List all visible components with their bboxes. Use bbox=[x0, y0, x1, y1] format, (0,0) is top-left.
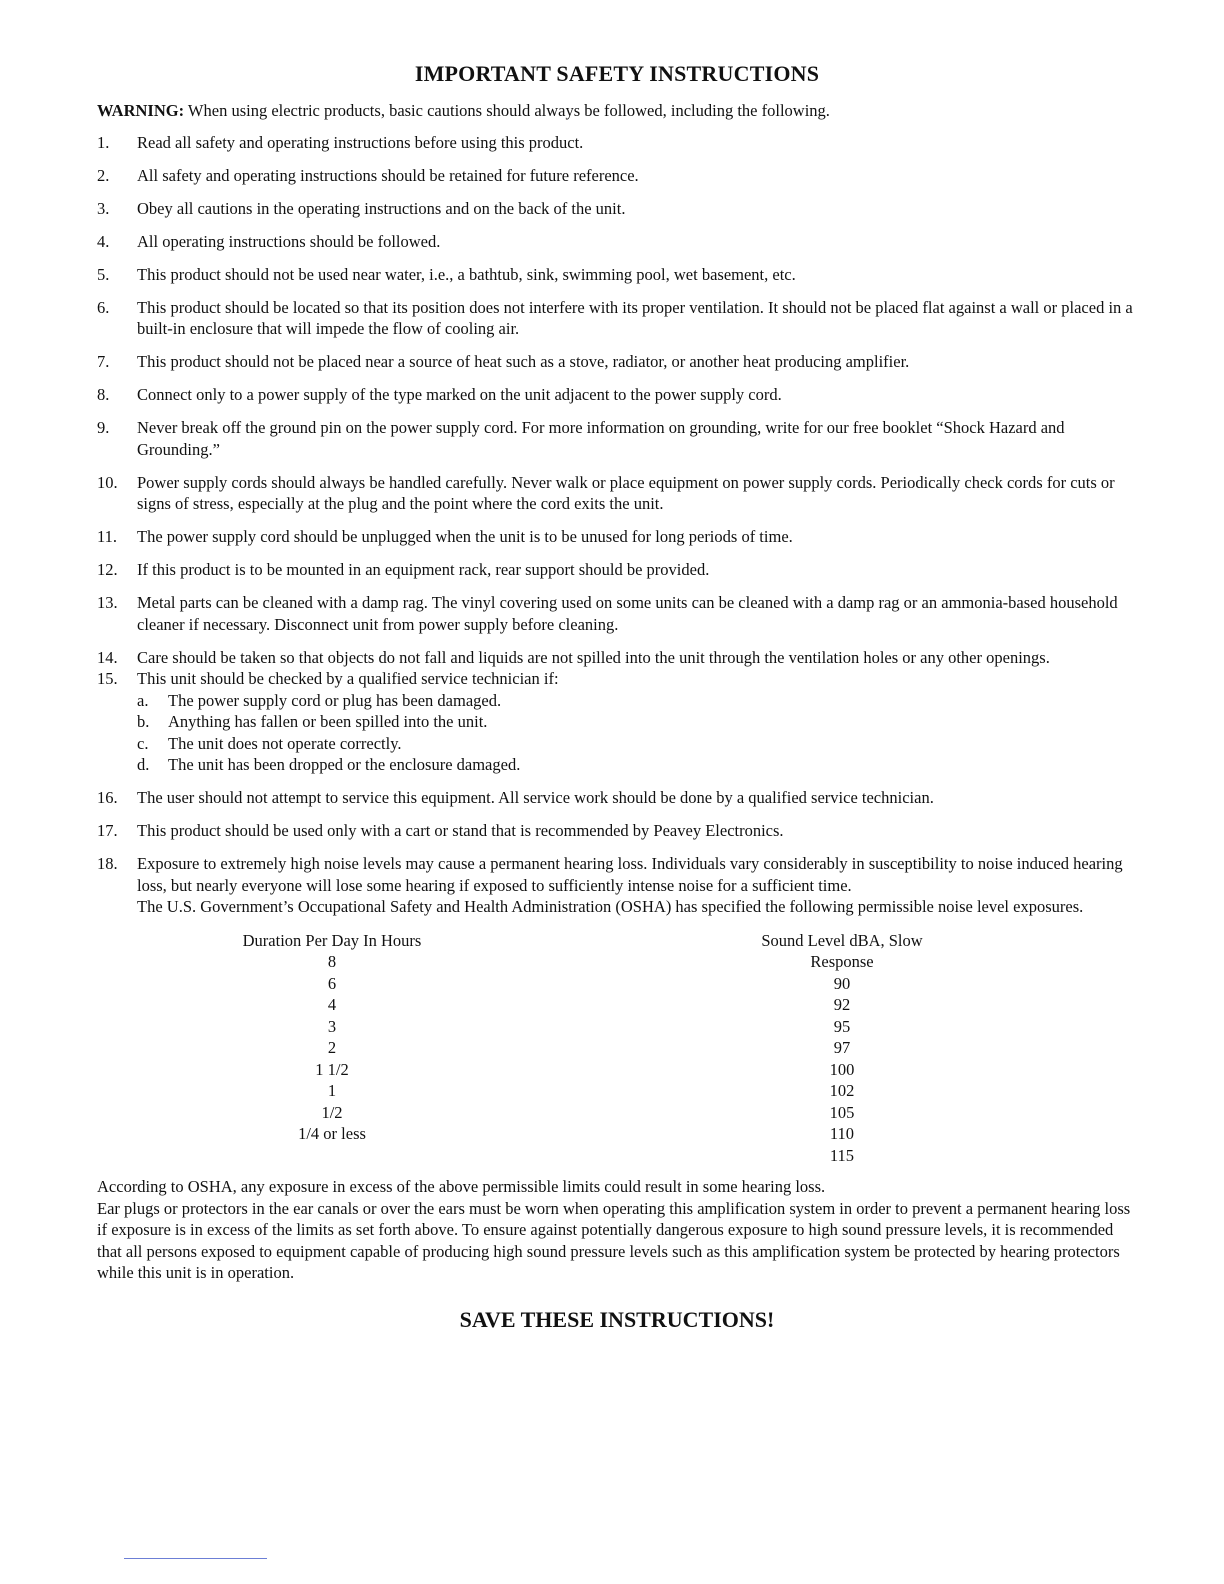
item-15-sublist bbox=[97, 690, 1137, 776]
save-instructions-heading: SAVE THESE INSTRUCTIONS! bbox=[459, 1306, 775, 1332]
duration-cell: 1/2 bbox=[321, 1102, 343, 1122]
item-number: 18. bbox=[97, 854, 118, 873]
duration-header: Duration Per Day In Hours bbox=[242, 930, 422, 950]
duration-cell: 3 bbox=[327, 1016, 337, 1036]
sound-level-cell: 97 bbox=[833, 1038, 851, 1057]
sound-level-cell: 100 bbox=[829, 1059, 855, 1079]
item-number: 14. bbox=[97, 647, 118, 667]
warning-label: WARNING: bbox=[97, 101, 185, 120]
item-text: Never break off the ground pin on the power supply cord. For more information on grounding, write for our free booklet “Shock Hazard and Grounding.” bbox=[137, 418, 1065, 459]
list-item-2 bbox=[97, 165, 1137, 187]
list-item-12 bbox=[97, 559, 1137, 581]
duration-column bbox=[237, 930, 427, 1167]
warning-intro bbox=[97, 100, 1137, 122]
duration-cell: 1 1/2 bbox=[315, 1059, 349, 1079]
item-text: All safety and operating instructions should be retained for future reference. bbox=[137, 165, 639, 185]
sub-item-letter: d. bbox=[137, 755, 150, 774]
item-number: 15. bbox=[97, 669, 118, 688]
item-number: 3. bbox=[97, 198, 110, 218]
sub-item-letter: b. bbox=[137, 712, 150, 731]
item-text: Read all safety and operating instructions before using this product. bbox=[137, 132, 584, 152]
sub-item-b bbox=[137, 711, 1137, 733]
sound-level-cell: 92 bbox=[833, 995, 851, 1014]
item-text: All operating instructions should be followed. bbox=[137, 231, 441, 251]
item-18-osha-text: The U.S. Government’s Occupational Safety and Health Administration (OSHA) has specified the following permissible noise level exposures. bbox=[137, 897, 1084, 916]
sub-item-text: Anything has fallen or been spilled into the unit. bbox=[168, 712, 488, 731]
item-text: The user should not attempt to service this equipment. All service work should be done by a qualified service technician. bbox=[137, 788, 934, 807]
duration-cell: 2 bbox=[327, 1038, 337, 1057]
list-item-17 bbox=[97, 820, 1137, 842]
item-number: 7. bbox=[97, 352, 110, 371]
list-item-18 bbox=[97, 853, 1137, 918]
duration-cell: 1/4 or less bbox=[298, 1124, 366, 1143]
sound-level-cell: 110 bbox=[829, 1124, 855, 1143]
sound-level-cell: 105 bbox=[829, 1102, 855, 1122]
list-item-16 bbox=[97, 787, 1137, 809]
item-text: This product should not be used near water, i.e., a bathtub, sink, swimming pool, wet basement, etc. bbox=[137, 264, 796, 284]
item-18-text: Exposure to extremely high noise levels may cause a permanent hearing loss. Individuals vary considerably in susceptibility to noise induced hearing loss, but nearly everyone will lose some hearing if exposed to sufficiently intense noise for a sufficient time. bbox=[137, 854, 1123, 895]
item-text: The power supply cord should be unplugged when the unit is to be unused for long periods of time. bbox=[137, 527, 793, 546]
osha-paragraph: According to OSHA, any exposure in excess of the above permissible limits could result in some hearing loss. bbox=[97, 1177, 826, 1196]
list-item-8 bbox=[97, 384, 1137, 406]
warning-text: When using electric products, basic cautions should always be followed, including the following. bbox=[187, 101, 830, 120]
item-number: 12. bbox=[97, 560, 118, 579]
sub-item-a bbox=[137, 690, 1137, 712]
list-item-14 bbox=[97, 647, 1137, 669]
list-item-1 bbox=[97, 132, 1137, 154]
item-number: 6. bbox=[97, 297, 110, 317]
sub-item-letter: a. bbox=[137, 690, 149, 710]
item-text: Obey all cautions in the operating instructions and on the back of the unit. bbox=[137, 198, 626, 218]
item-number: 8. bbox=[97, 385, 110, 404]
item-text: Power supply cords should always be handled carefully. Never walk or place equipment on power supply cords. Periodically check cords for cuts or signs of stress, especially at the plug and the point where the cord exits the unit. bbox=[137, 472, 1115, 513]
sub-item-text: The unit does not operate correctly. bbox=[168, 733, 402, 753]
list-item-9 bbox=[97, 417, 1137, 460]
noise-exposure-table bbox=[97, 930, 1137, 1167]
item-text: This product should be located so that its position does not interfere with its proper ventilation. It should not be placed flat against a wall or placed in a built-in enclosure that will impede the flow of cooling air. bbox=[137, 297, 1133, 338]
item-number: 17. bbox=[97, 821, 118, 840]
page-title: IMPORTANT SAFETY INSTRUCTIONS bbox=[414, 61, 820, 86]
sound-level-cell: 95 bbox=[833, 1016, 851, 1036]
list-item-6 bbox=[97, 297, 1137, 340]
sub-item-text: The unit has been dropped or the enclosure damaged. bbox=[168, 755, 521, 774]
item-number: 11. bbox=[97, 527, 118, 546]
item-text: Metal parts can be cleaned with a damp rag. The vinyl covering used on some units can be cleaned with a damp rag or an ammonia-based household cleaner if necessary. Disconnect unit from power supply before cleaning. bbox=[137, 593, 1118, 634]
sub-item-c bbox=[137, 733, 1137, 755]
item-text: Connect only to a power supply of the type marked on the unit adjacent to the power supply cord. bbox=[137, 385, 782, 404]
item-text: Care should be taken so that objects do not fall and liquids are not spilled into the unit through the ventilation holes or any other openings. bbox=[137, 647, 1050, 667]
item-number: 2. bbox=[97, 165, 110, 185]
list-item-15 bbox=[97, 668, 1137, 690]
item-text: This product should be used only with a cart or stand that is recommended by Peavey Electronics. bbox=[137, 821, 784, 840]
safety-instructions-page bbox=[97, 60, 1137, 1334]
list-item-5 bbox=[97, 264, 1137, 286]
list-item-11 bbox=[97, 526, 1137, 548]
duration-cell: 1 bbox=[327, 1081, 337, 1100]
list-item-3 bbox=[97, 198, 1137, 220]
sub-item-text: The power supply cord or plug has been damaged. bbox=[168, 690, 502, 710]
sub-item-letter: c. bbox=[137, 733, 149, 753]
item-number: 5. bbox=[97, 264, 110, 284]
item-text: This unit should be checked by a qualified service technician if: bbox=[137, 669, 559, 688]
item-number: 9. bbox=[97, 418, 110, 437]
item-number: 13. bbox=[97, 593, 118, 612]
item-number: 10. bbox=[97, 472, 118, 492]
duration-cell: 8 bbox=[327, 952, 337, 971]
sound-level-header: Sound Level dBA, Slow Response bbox=[761, 930, 923, 971]
list-item-4 bbox=[97, 231, 1137, 253]
item-text: This product should not be placed near a source of heat such as a stove, radiator, or another heat producing amplifier. bbox=[137, 352, 910, 371]
list-item-13 bbox=[97, 592, 1137, 635]
sound-level-column bbox=[747, 930, 937, 1167]
list-item-7 bbox=[97, 351, 1137, 373]
footer-divider bbox=[124, 1558, 267, 1559]
item-number: 1. bbox=[97, 132, 110, 152]
item-number: 4. bbox=[97, 231, 110, 251]
item-text bbox=[137, 853, 1137, 918]
sound-level-cell: 102 bbox=[829, 1081, 855, 1100]
duration-cell: 4 bbox=[327, 995, 337, 1014]
list-item-10 bbox=[97, 472, 1137, 515]
sound-level-cell: 115 bbox=[829, 1145, 855, 1165]
hearing-protection-paragraph: Ear plugs or protectors in the ear canals or over the ears must be worn when operating this amplification system in order to prevent a permanent hearing loss if exposure is in excess of the limits as set forth above. To ensure against potentially dangerous exposure to high sound pressure levels, it is recommended that all persons exposed to equipment capable of producing high sound pressure levels such as this amplification system be protected by hearing protectors while this unit is in operation. bbox=[97, 1198, 1131, 1282]
sound-level-cell: 90 bbox=[833, 973, 851, 993]
item-number: 16. bbox=[97, 788, 118, 807]
sub-item-d bbox=[137, 754, 1137, 776]
item-text: If this product is to be mounted in an equipment rack, rear support should be provided. bbox=[137, 560, 710, 579]
duration-cell: 6 bbox=[327, 973, 337, 993]
